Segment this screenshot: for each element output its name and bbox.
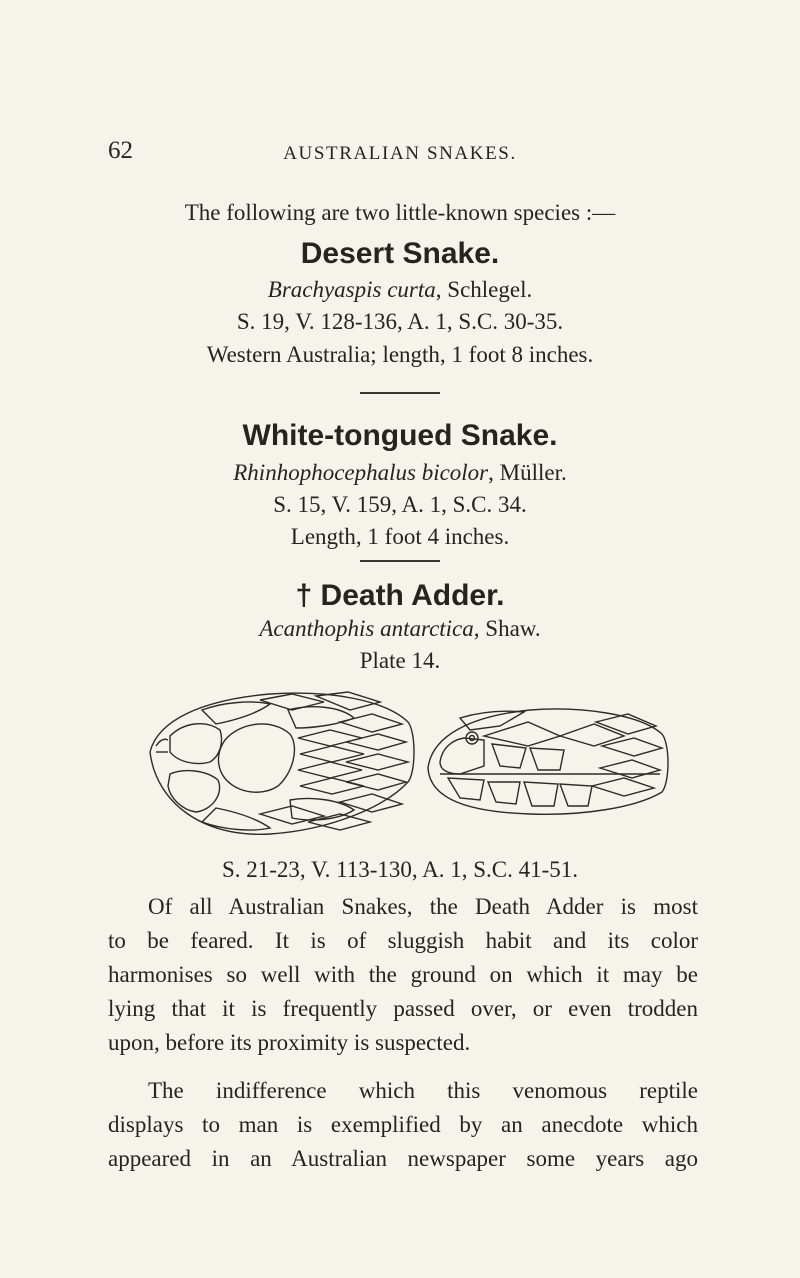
intro-line: The following are two little-known species :— [184, 200, 616, 225]
species-details-white-tongued-snake: Length, 1 foot 4 inches. [290, 524, 510, 549]
paragraph-line: harmonises so well with the ground on which it may be [108, 962, 698, 987]
species-details-desert-snake: Western Australia; length, 1 foot 8 inches. [206, 342, 594, 367]
binomial-authority: , Müller. [488, 460, 567, 485]
paragraph-line: upon, before its proximity is suspected. [108, 1030, 471, 1055]
species-binomial-white-tongued-snake [0, 458, 800, 488]
binomial-authority: , Schlegel. [435, 277, 533, 302]
paragraph-line: The indifference which this venomous reptile [148, 1078, 698, 1103]
paragraph-line: Of all Australian Snakes, the Death Adder is most [148, 894, 698, 919]
binomial-name: Brachyaspis curta [267, 277, 436, 302]
paragraph-line: displays to man is exemplified by an anecdote which [108, 1112, 698, 1137]
species-scales-desert-snake: S. 19, V. 128-136, A. 1, S.C. 30-35. [236, 309, 564, 334]
snake-head-figure [140, 682, 680, 852]
snake-head-illustration [140, 682, 680, 852]
section-divider [360, 560, 440, 562]
species-binomial-death-adder [0, 614, 800, 644]
binomial-name: Rhinhophocephalus bicolor [233, 460, 489, 485]
paragraph-line: appeared in an Australian newspaper some years ago [108, 1146, 698, 1171]
species-binomial-desert-snake [0, 275, 800, 305]
section-divider [360, 392, 440, 394]
species-scales-death-adder: S. 21-23, V. 113-130, A. 1, S.C. 41-51. [221, 857, 579, 882]
binomial-name: Acanthophis antarctica [259, 616, 474, 641]
species-heading-white-tongued-snake: White-tongued Snake. [242, 419, 558, 452]
plate-reference: Plate 14. [359, 648, 441, 673]
species-scales-white-tongued-snake: S. 15, V. 159, A. 1, S.C. 34. [273, 492, 527, 517]
binomial-authority: , Shaw. [473, 616, 541, 641]
running-head: AUSTRALIAN SNAKES. [283, 143, 517, 164]
paragraph-line: to be feared. It is of sluggish habit and its color [108, 928, 698, 953]
species-heading-desert-snake: Desert Snake. [300, 237, 500, 270]
species-heading-death-adder: † Death Adder. [295, 579, 505, 612]
paragraph-line: lying that it is frequently passed over, or even trodden [108, 996, 698, 1021]
page-number: 62 [108, 137, 133, 164]
